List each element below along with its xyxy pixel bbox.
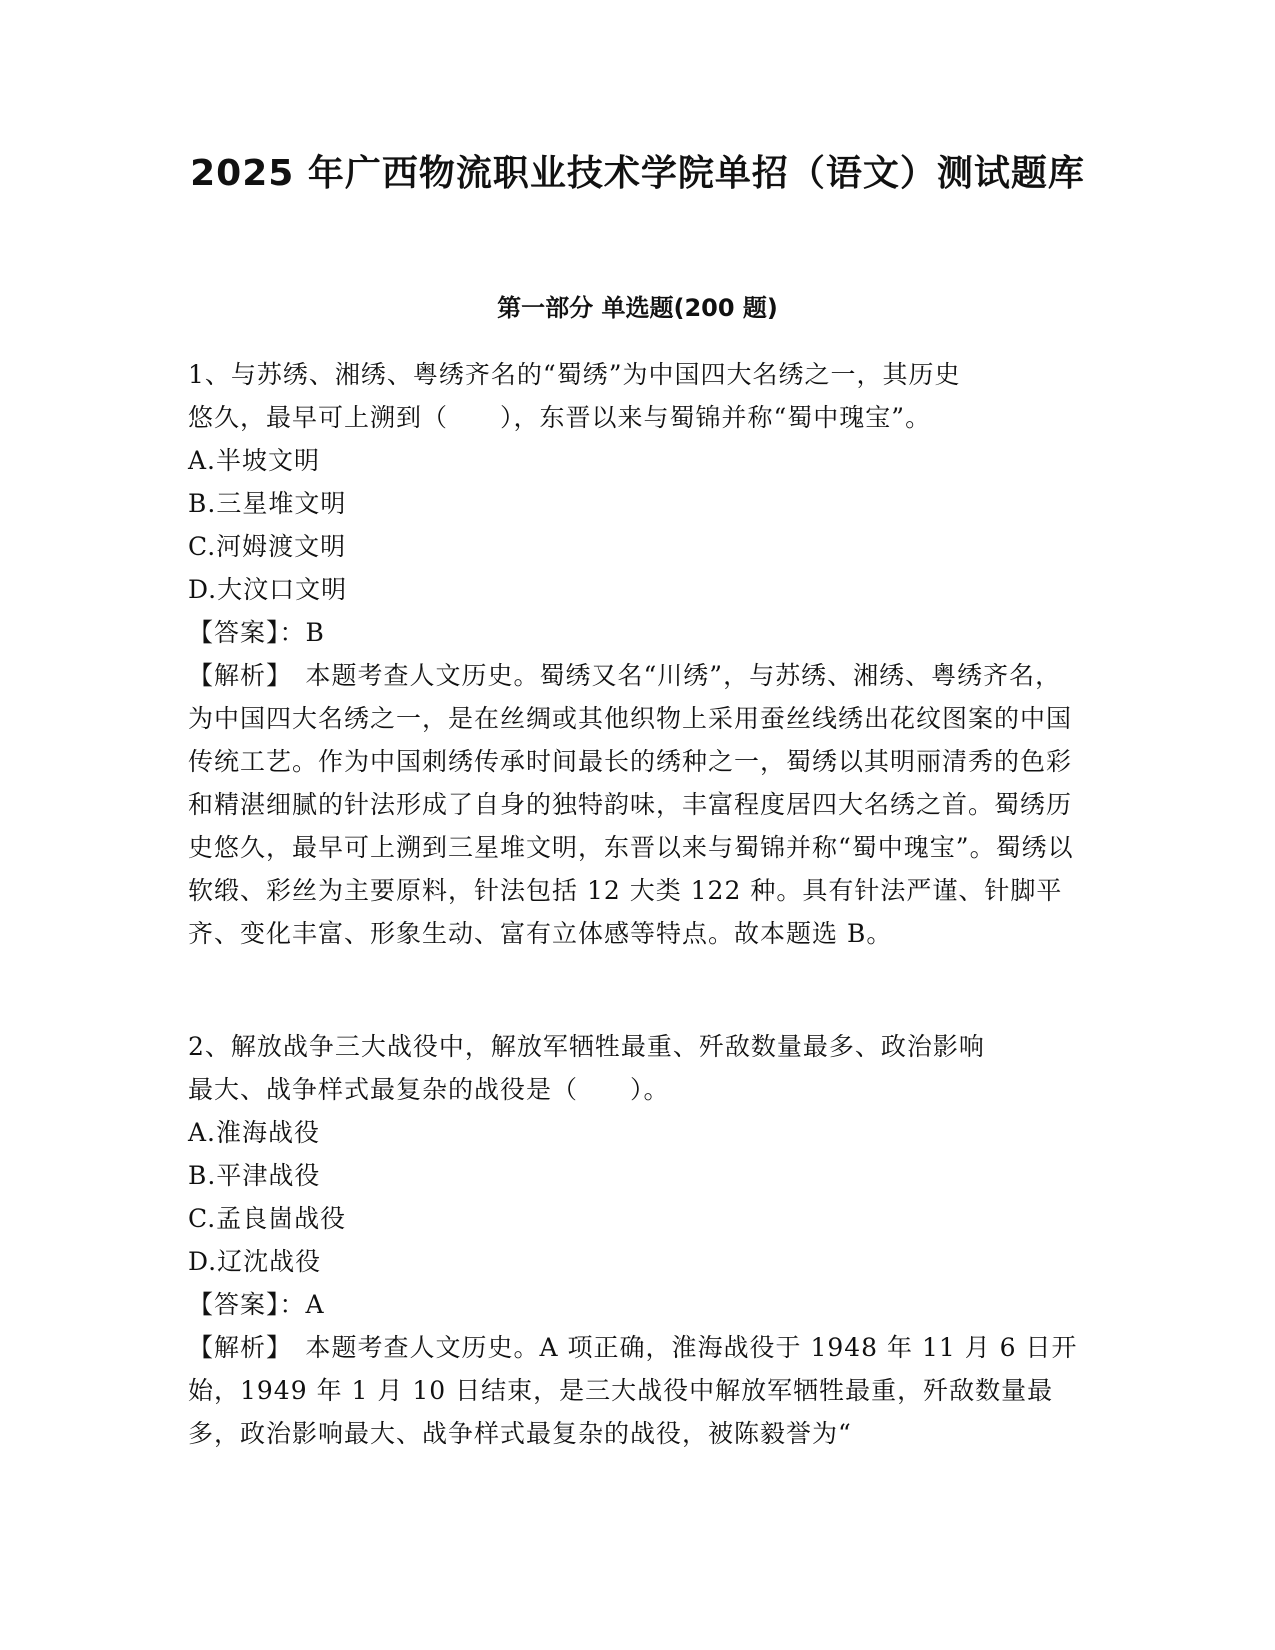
option-d: D.大汶口文明 <box>188 575 348 604</box>
answer-line: 【答案】：B <box>188 618 325 647</box>
analysis-paragraph: 【解析】 本题考查人文历史。蜀绣又名“川绣”，与苏绣、湘绣、粤绣齐名，为中国四大名绣之一，是在丝绸或其他织物上采用蚕丝线绣出花纹图案的中国传统工艺。作为中国刺绣传承时间最长的绣种之一，蜀绣以其明丽清秀的色彩和精湛细腻的针法形成了自身的独特韵味，丰富程度居四大名绣之首。蜀绣历史悠久，最早可上溯到三星堆文明，东晋以来与蜀锦并称“蜀中瑰宝”。蜀绣以软缎、彩丝为主要原料，针法包括 12 大类 122 种。具有针法严谨、针脚平齐、变化丰富、形象生动、富有立体感等特点。故本题选 B。 <box>188 661 1074 948</box>
document-title: 2025 年广西物流职业技术学院单招（语文）测试题库 <box>190 153 1085 194</box>
option-c: C.河姆渡文明 <box>188 532 347 561</box>
question-stem-line: 1、与苏绣、湘绣、粤绣齐名的“蜀绣”为中国四大名绣之一，其历史 <box>188 360 961 389</box>
option-a: A.淮海战役 <box>188 1118 321 1147</box>
question-block <box>188 353 1078 955</box>
option-a: A.半坡文明 <box>188 446 321 475</box>
answer-line: 【答案】：A <box>188 1290 325 1319</box>
option-d: D.辽沈战役 <box>188 1247 322 1276</box>
option-b: B.三星堆文明 <box>188 489 347 518</box>
analysis-paragraph: 【解析】 本题考查人文历史。A 项正确，淮海战役于 1948 年 11 月 6 日开始，1949 年 1 月 10 日结束，是三大战役中解放军牺牲最重，歼敌数量最多，政治影响最大、战争样式最复杂的战役，被陈毅誉为“ <box>188 1333 1078 1448</box>
option-c: C.孟良崮战役 <box>188 1204 347 1233</box>
question-block <box>188 1025 1078 1455</box>
question-stem-line: 最大、战争样式最复杂的战役是（ ）。 <box>188 1075 670 1104</box>
option-b: B.平津战役 <box>188 1161 321 1190</box>
section-heading: 第一部分 单选题(200 题) <box>497 294 778 322</box>
question-stem-line: 悠久，最早可上溯到（ ），东晋以来与蜀锦并称“蜀中瑰宝”。 <box>188 403 932 432</box>
question-stem-line: 2、解放战争三大战役中，解放军牺牲最重、歼敌数量最多、政治影响 <box>188 1032 985 1061</box>
